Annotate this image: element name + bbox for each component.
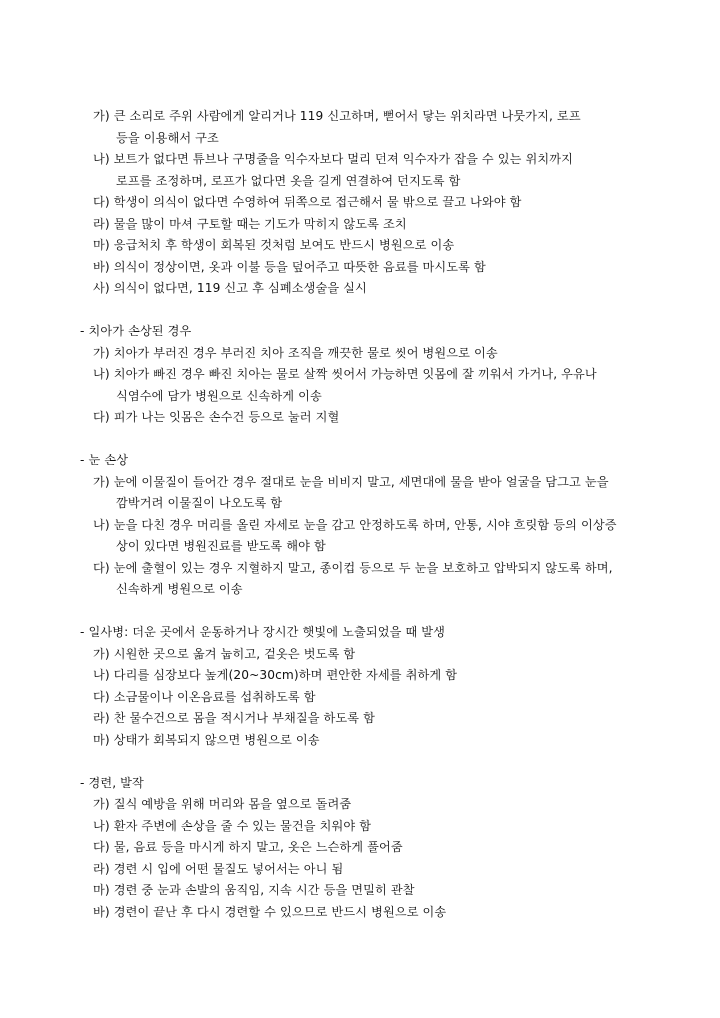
list-item: 가) 시원한 곳으로 옮겨 눕히고, 겉옷은 벗도록 함 (93, 646, 356, 661)
list-item: 라) 찬 물수건으로 몸을 적시거나 부채질을 하도록 함 (93, 711, 376, 725)
list-item: 다) 물, 음료 등을 마시게 하지 말고, 옷은 느슨하게 풀어줌 (93, 840, 403, 854)
list-item: 나) 치아가 빠진 경우 빠진 치아는 물로 살짝 씻어서 가능하면 잇몸에 잘 끼워서 가거나, 우유나 (93, 367, 597, 381)
list-item-continuation: 식염수에 담가 병원으로 신속하게 이송 (116, 388, 322, 403)
list-item-continuation: 깜박거려 이물질이 나오도록 함 (116, 496, 283, 510)
list-item: 나) 환자 주변에 손상을 줄 수 있는 물건을 치워야 함 (93, 818, 372, 833)
list-item: 바) 의식이 정상이면, 옷과 이불 등을 덮어주고 따뜻한 음료를 마시도록 함 (93, 259, 486, 274)
list-item: 라) 물을 많이 마셔 구토할 때는 기도가 막히지 않도록 조치 (93, 216, 407, 231)
list-item-continuation: 상이 있다면 병원진료를 받도록 해야 함 (116, 539, 326, 553)
list-item: 나) 보트가 없다면 튜브나 구명줄을 익수자보다 멀리 던져 익수자가 잡을 수 있는 위치까지 (93, 152, 573, 166)
list-item: 다) 피가 나는 잇몸은 손수건 등으로 눌러 지혈 (93, 410, 340, 424)
section-heading: - 경련, 발작 (80, 775, 144, 790)
list-item: 라) 경련 시 입에 어떤 물질도 넣어서는 아니 됨 (93, 861, 344, 876)
list-item: 다) 눈에 출혈이 있는 경우 지혈하지 말고, 종이컵 등으로 두 눈을 보호하고 압박되지 않도록 하며, (93, 560, 613, 575)
list-item-continuation: 로프를 조정하며, 로프가 없다면 옷을 길게 연결하여 던지도록 함 (116, 173, 461, 188)
list-item: 마) 경련 중 눈과 손발의 움직임, 지속 시간 등을 면밀히 관찰 (93, 883, 415, 897)
section-heading: - 치아가 손상된 경우 (80, 324, 192, 338)
list-item: 가) 눈에 이물질이 들어간 경우 절대로 눈을 비비지 말고, 세면대에 물을 받아 얼굴을 담그고 눈을 (93, 474, 609, 489)
list-item: 다) 학생이 의식이 없다면 수영하여 뒤쪽으로 접근해서 물 밖으로 끌고 나와야 함 (93, 195, 522, 209)
list-item: 다) 소금물이나 이온음료를 섭취하도록 함 (93, 689, 316, 704)
list-item: 가) 치아가 부러진 경우 부러진 치아 조직을 깨끗한 물로 씻어 병원으로 이송 (93, 345, 498, 360)
list-item-continuation: 등을 이용해서 구조 (116, 130, 219, 145)
list-item: 나) 눈을 다친 경우 머리를 올린 자세로 눈을 감고 안정하도록 하며, 안통, 시야 흐릿함 등의 이상증 (93, 517, 617, 532)
list-item: 가) 큰 소리로 주위 사람에게 알리거나 119 신고하며, 뻗어서 닿는 위치라면 나뭇가지, 로프 (93, 109, 581, 123)
list-item: 가) 질식 예방을 위해 머리와 몸을 옆으로 돌려줌 (93, 797, 352, 811)
list-item: 바) 경련이 끝난 후 다시 경련할 수 있으므로 반드시 병원으로 이송 (93, 904, 447, 919)
list-item: 나) 다리를 심장보다 높게(20~30cm)하며 편안한 자세를 취하게 함 (93, 668, 458, 682)
list-item: 사) 의식이 없다면, 119 신고 후 심폐소생술을 실시 (93, 281, 367, 295)
section-heading: - 일사병: 더운 곳에서 운동하거나 장시간 햇빛에 노출되었을 때 발생 (80, 625, 446, 639)
list-item: 마) 응급처치 후 학생이 회복된 것처럼 보여도 반드시 병원으로 이송 (93, 238, 455, 252)
section-heading: - 눈 손상 (80, 453, 129, 467)
list-item: 마) 상태가 회복되지 않으면 병원으로 이송 (93, 732, 320, 747)
list-item-continuation: 신속하게 병원으로 이송 (116, 582, 243, 596)
